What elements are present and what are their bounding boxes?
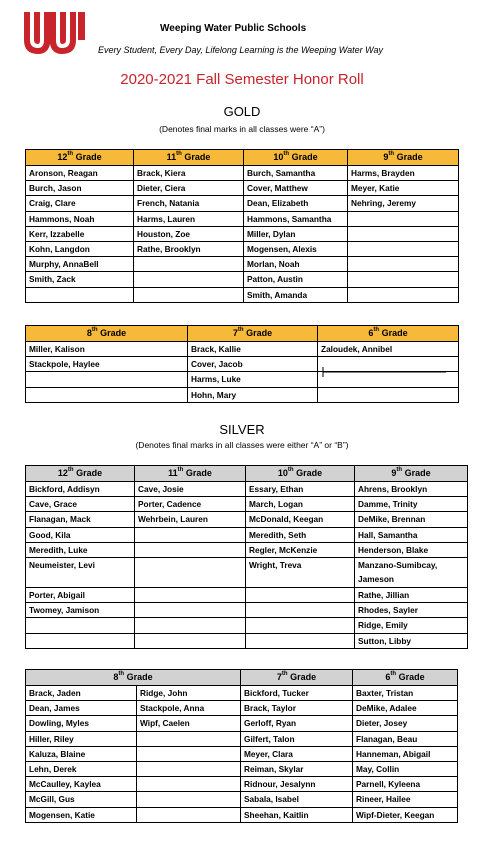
grade-header-8 — [26, 670, 241, 686]
grade-header-7 — [241, 670, 353, 686]
grade-label: Grade — [243, 328, 273, 338]
student-name-cell: Brack, Kallie — [188, 342, 318, 357]
grade-label: Grade — [124, 672, 153, 682]
student-name-cell: March, Logan — [246, 497, 355, 512]
student-name-cell — [246, 633, 355, 648]
student-name-cell — [134, 257, 244, 272]
student-name-cell — [134, 287, 244, 302]
table-row — [26, 166, 459, 181]
grade-number: 8 — [113, 672, 119, 682]
grade-number: 6 — [385, 672, 391, 682]
gold-section-title: GOLD — [223, 104, 261, 119]
grade-number: 7 — [232, 328, 238, 338]
grade-label: Grade — [181, 152, 211, 162]
silver-lower-table — [25, 669, 458, 823]
student-name-cell: Reiman, Skylar — [241, 761, 353, 776]
grade-number: 11 — [168, 468, 178, 478]
grade-suffix: th — [390, 671, 397, 677]
student-name-cell: Hanneman, Abigail — [353, 746, 458, 761]
student-name-cell: Kohn, Langdon — [26, 241, 134, 256]
student-name-cell: Mogensen, Alexis — [244, 241, 348, 256]
table-row — [26, 287, 459, 302]
student-name-cell — [135, 527, 246, 542]
student-name-cell: Sutton, Libby — [355, 633, 468, 648]
student-name-cell: Neumeister, Levi — [26, 557, 135, 587]
student-name-cell: Aronson, Reagan — [26, 166, 134, 181]
student-name-cell: McGill, Gus — [26, 792, 137, 807]
student-name-cell — [137, 731, 241, 746]
table-row — [26, 701, 458, 716]
table-row — [26, 241, 459, 256]
grade-header-9 — [348, 150, 459, 166]
student-name-cell: Rathe, Jillian — [355, 587, 468, 602]
student-name-cell: Dean, Elizabeth — [244, 196, 348, 211]
grade-number: 10 — [277, 468, 288, 478]
grade-suffix: th — [237, 327, 244, 333]
table-row — [26, 211, 459, 226]
student-name-cell: Wipf, Caelen — [137, 716, 241, 731]
student-name-cell: Hiller, Riley — [26, 731, 137, 746]
student-name-cell: Zaloudek, Annibel — [318, 342, 459, 357]
table-row — [26, 196, 459, 211]
student-name-cell: Cover, Matthew — [244, 181, 348, 196]
grade-label: Grade — [73, 468, 103, 478]
student-name-cell: Dean, James — [26, 701, 137, 716]
student-name-cell: Porter, Cadence — [135, 497, 246, 512]
student-name-cell: McCaulley, Kaylea — [26, 777, 137, 792]
student-name-cell: Miller, Kalison — [26, 342, 188, 357]
student-name-cell: Lehn, Derek — [26, 761, 137, 776]
student-name-cell: Parnell, Kyleena — [353, 777, 458, 792]
student-name-cell: Meredith, Seth — [246, 527, 355, 542]
grade-suffix: th — [177, 467, 184, 473]
student-name-cell: Wright, Treva — [246, 557, 355, 587]
table-row — [26, 603, 468, 618]
student-name-cell: Houston, Zoe — [134, 226, 244, 241]
student-name-cell: Ridge, John — [137, 686, 241, 701]
student-name-cell — [137, 761, 241, 776]
grade-suffix: th — [396, 467, 403, 473]
student-name-cell: Hammons, Samantha — [244, 211, 348, 226]
grade-header-8 — [26, 326, 188, 342]
student-name-cell: Meyer, Katie — [348, 181, 459, 196]
student-name-cell: Hammons, Noah — [26, 211, 134, 226]
student-name-cell: Gilfert, Talon — [241, 731, 353, 746]
grade-header-7 — [188, 326, 318, 342]
table-row — [26, 746, 458, 761]
table-row — [26, 226, 459, 241]
student-name-cell: Brack, Taylor — [241, 701, 353, 716]
grade-label: Grade — [379, 328, 408, 338]
grade-suffix: th — [67, 467, 74, 473]
grade-suffix: th — [283, 151, 290, 157]
grade-label: Grade — [289, 152, 318, 162]
student-name-cell — [246, 618, 355, 633]
student-name-cell: Rhodes, Sayler — [355, 603, 468, 618]
student-name-cell — [26, 287, 134, 302]
student-name-cell: Craig, Clare — [26, 196, 134, 211]
student-name-cell — [135, 633, 246, 648]
student-name-cell: DeMike, Brennan — [355, 512, 468, 527]
grade-label: Grade — [396, 672, 425, 682]
grade-label: Grade — [402, 468, 431, 478]
student-name-cell: Wehrbein, Lauren — [135, 512, 246, 527]
student-name-cell — [348, 287, 459, 302]
student-name-cell: Mogensen, Katie — [26, 807, 137, 822]
text-cursor-line — [322, 367, 450, 377]
student-name-cell: DeMike, Adalee — [353, 701, 458, 716]
student-name-cell: Kerr, Izzabelle — [26, 226, 134, 241]
grade-header-10 — [244, 150, 348, 166]
student-name-cell — [348, 226, 459, 241]
grade-number: 9 — [391, 468, 397, 478]
student-name-cell: Sabala, Isabel — [241, 792, 353, 807]
student-name-cell: Baxter, Tristan — [353, 686, 458, 701]
table-row — [26, 587, 468, 602]
grade-header-12 — [26, 466, 135, 482]
student-name-cell — [246, 603, 355, 618]
table-row — [26, 387, 459, 402]
student-name-cell: Brack, Jaden — [26, 686, 137, 701]
grade-number: 12 — [57, 468, 68, 478]
table-row — [26, 761, 458, 776]
student-name-cell: Sheehan, Kaitlin — [241, 807, 353, 822]
student-name-cell: Hohn, Mary — [188, 387, 318, 402]
table-row — [26, 807, 458, 822]
gold-section-note: (Denotes final marks in all classes were “A”) — [159, 124, 325, 134]
student-name-cell: Dieter, Josey — [353, 716, 458, 731]
grade-suffix: th — [118, 671, 125, 677]
table-row — [26, 792, 458, 807]
student-name-cell — [137, 807, 241, 822]
student-name-cell: Rineer, Hailee — [353, 792, 458, 807]
student-name-cell: Smith, Amanda — [244, 287, 348, 302]
table-row — [26, 527, 468, 542]
table-row — [26, 731, 458, 746]
grade-suffix: th — [373, 327, 380, 333]
table-row — [26, 181, 459, 196]
student-name-cell — [135, 587, 246, 602]
student-name-cell: Nehring, Jeremy — [348, 196, 459, 211]
grade-suffix: th — [287, 467, 294, 473]
student-name-cell: Good, Kila — [26, 527, 135, 542]
student-name-cell: Dieter, Ciera — [134, 181, 244, 196]
grade-suffix: th — [176, 151, 182, 157]
student-name-cell: Bickford, Tucker — [241, 686, 353, 701]
student-name-cell: Hall, Samantha — [355, 527, 468, 542]
table-row — [26, 777, 458, 792]
grade-suffix: th — [281, 671, 288, 677]
grade-header-6 — [318, 326, 459, 342]
school-motto: Every Student, Every Day, Lifelong Learning is the Weeping Water Way — [98, 45, 383, 55]
grade-number: 8 — [86, 328, 92, 338]
student-name-cell — [26, 372, 188, 387]
grade-label: Grade — [97, 328, 127, 338]
student-name-cell — [246, 587, 355, 602]
student-name-cell — [318, 387, 459, 402]
student-name-cell: Kaluza, Blaine — [26, 746, 137, 761]
student-name-cell: Damme, Trinity — [355, 497, 468, 512]
student-name-cell — [348, 257, 459, 272]
grade-header-12 — [26, 150, 134, 166]
grade-header-9 — [355, 466, 468, 482]
grade-number: 10 — [273, 152, 284, 162]
student-name-cell: Flanagan, Beau — [353, 731, 458, 746]
grade-number: 6 — [368, 328, 374, 338]
student-name-cell: Burch, Samantha — [244, 166, 348, 181]
student-name-cell: Stackpole, Anna — [137, 701, 241, 716]
student-name-cell: Manzano-Sumibcay, Jameson — [355, 557, 468, 587]
student-name-cell — [135, 618, 246, 633]
grade-number: 11 — [166, 152, 177, 162]
silver-upper-table — [25, 465, 468, 649]
grade-suffix: th — [67, 151, 74, 157]
grade-label: Grade — [73, 152, 102, 162]
student-name-cell: Regler, McKenzie — [246, 542, 355, 557]
table-row — [26, 542, 468, 557]
student-name-cell: Harms, Luke — [188, 372, 318, 387]
student-name-cell: Rathe, Brooklyn — [134, 241, 244, 256]
student-name-cell: Twomey, Jamison — [26, 603, 135, 618]
student-name-cell — [348, 272, 459, 287]
grade-number: 12 — [57, 152, 68, 162]
grade-header-10 — [246, 466, 355, 482]
grade-header-11 — [135, 466, 246, 482]
student-name-cell: Cave, Grace — [26, 497, 135, 512]
student-name-cell: Stackpole, Haylee — [26, 357, 188, 372]
student-name-cell — [26, 618, 135, 633]
grade-label: Grade — [394, 152, 423, 162]
student-name-cell: Patton, Austin — [244, 272, 348, 287]
silver-section-title: SILVER — [219, 422, 265, 437]
student-name-cell — [137, 792, 241, 807]
table-row — [26, 633, 468, 648]
student-name-cell: Gerloff, Ryan — [241, 716, 353, 731]
table-row — [26, 497, 468, 512]
table-row — [26, 716, 458, 731]
student-name-cell: Meyer, Clara — [241, 746, 353, 761]
student-name-cell: Porter, Abigail — [26, 587, 135, 602]
student-name-cell — [134, 272, 244, 287]
student-name-cell — [135, 557, 246, 587]
student-name-cell: May, Collin — [353, 761, 458, 776]
student-name-cell: Wipf-Dieter, Keegan — [353, 807, 458, 822]
student-name-cell — [135, 542, 246, 557]
grade-header-11 — [134, 150, 244, 166]
grade-label: Grade — [287, 672, 317, 682]
table-row — [26, 482, 468, 497]
student-name-cell: Flanagan, Mack — [26, 512, 135, 527]
grade-number: 7 — [276, 672, 282, 682]
student-name-cell: Brack, Kiera — [134, 166, 244, 181]
grade-suffix: th — [388, 151, 395, 157]
table-row — [26, 512, 468, 527]
student-name-cell: Harms, Lauren — [134, 211, 244, 226]
student-name-cell: Henderson, Blake — [355, 542, 468, 557]
student-name-cell: French, Natania — [134, 196, 244, 211]
student-name-cell: Morlan, Noah — [244, 257, 348, 272]
student-name-cell: Miller, Dylan — [244, 226, 348, 241]
student-name-cell: Essary, Ethan — [246, 482, 355, 497]
table-row — [26, 686, 458, 701]
table-row — [26, 272, 459, 287]
table-row — [26, 557, 468, 587]
student-name-cell: Meredith, Luke — [26, 542, 135, 557]
student-name-cell: Burch, Jason — [26, 181, 134, 196]
table-row — [26, 618, 468, 633]
grade-label: Grade — [183, 468, 212, 478]
grade-number: 9 — [383, 152, 389, 162]
student-name-cell — [137, 777, 241, 792]
grade-header-6 — [353, 670, 458, 686]
school-name: Weeping Water Public Schools — [160, 23, 307, 34]
school-logo — [20, 10, 88, 56]
gold-upper-table — [25, 149, 459, 303]
student-name-cell: Bickford, Addisyn — [26, 482, 135, 497]
student-name-cell: Cover, Jacob — [188, 357, 318, 372]
student-name-cell — [137, 746, 241, 761]
student-name-cell: Smith, Zack — [26, 272, 134, 287]
gold-lower-table — [25, 325, 459, 403]
page-title: 2020-2021 Fall Semester Honor Roll — [120, 71, 364, 88]
grade-label: Grade — [293, 468, 323, 478]
student-name-cell — [348, 211, 459, 226]
student-name-cell — [135, 603, 246, 618]
student-name-cell — [348, 241, 459, 256]
table-row — [26, 342, 459, 357]
grade-suffix: th — [91, 327, 98, 333]
student-name-cell: Ahrens, Brooklyn — [355, 482, 468, 497]
student-name-cell: Ridnour, Jesalynn — [241, 777, 353, 792]
student-name-cell — [26, 387, 188, 402]
student-name-cell: Harms, Brayden — [348, 166, 459, 181]
silver-section-note: (Denotes final marks in all classes were either “A” or “B”) — [135, 440, 349, 450]
student-name-cell: Dowling, Myles — [26, 716, 137, 731]
student-name-cell: Cave, Josie — [135, 482, 246, 497]
student-name-cell — [26, 633, 135, 648]
student-name-cell: McDonald, Keegan — [246, 512, 355, 527]
table-row — [26, 257, 459, 272]
student-name-cell: Ridge, Emily — [355, 618, 468, 633]
student-name-cell: Murphy, AnnaBell — [26, 257, 134, 272]
